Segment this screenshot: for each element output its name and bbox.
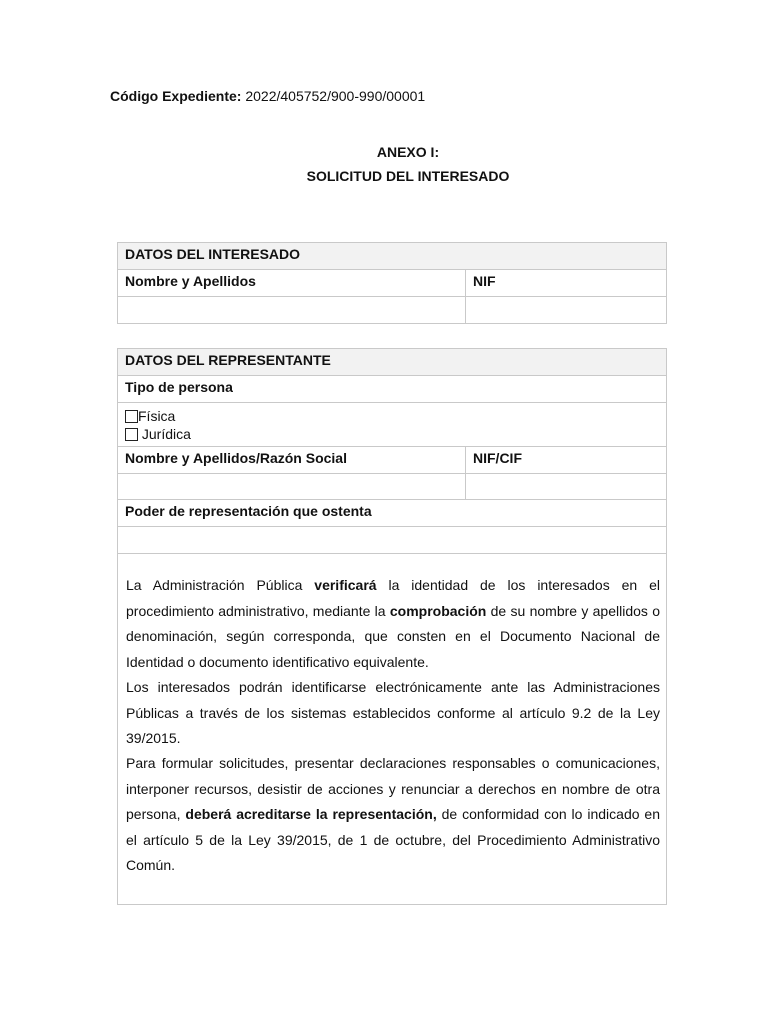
option-fisica-label: Física bbox=[138, 408, 176, 424]
legal-p1-bold-b: comprobación bbox=[389, 602, 487, 619]
checkbox-juridica[interactable] bbox=[125, 428, 138, 441]
poder-value-row bbox=[118, 527, 666, 553]
expediente-value: 2022/405752/900-990/00001 bbox=[245, 88, 426, 104]
annex-title: ANEXO I: bbox=[376, 144, 440, 160]
poder-label-row bbox=[118, 500, 666, 527]
checkbox-fisica[interactable] bbox=[125, 410, 138, 423]
interesado-nif-label: NIF bbox=[473, 273, 496, 289]
interesado-table bbox=[117, 242, 667, 324]
representante-name-label: Nombre y Apellidos/Razón Social bbox=[118, 447, 466, 473]
option-juridica[interactable] bbox=[118, 425, 666, 443]
tipo-options-row bbox=[118, 403, 666, 447]
poder-field[interactable] bbox=[118, 527, 666, 533]
interesado-header: DATOS DEL INTERESADO bbox=[125, 246, 301, 262]
legal-p1-text-b: la identidad de los interesados en el procedimiento administrativo, mediante la bbox=[126, 577, 660, 619]
expediente-label: Código Expediente: bbox=[110, 88, 242, 104]
interesado-labels-row bbox=[118, 270, 666, 297]
interesado-header-row bbox=[118, 243, 666, 270]
option-fisica[interactable] bbox=[118, 407, 666, 425]
legal-p1-text-a: La Administración Pública bbox=[126, 577, 315, 593]
legal-p3-text-b: de conformidad con lo indicado en el artículo 5 de la Ley 39/2015, de 1 de octubre, del Procedimiento Administrativo Común. bbox=[126, 806, 661, 873]
legal-p3-text-a: Para formular solicitudes, presentar declaraciones responsables o comunicaciones, interponer recursos, desistir de acciones y renunciar a derechos en nombre de otra persona, bbox=[126, 755, 660, 822]
expediente-line bbox=[110, 88, 425, 104]
representante-nif-field[interactable] bbox=[466, 474, 666, 499]
tipo-persona-label: Tipo de persona bbox=[125, 379, 233, 395]
annex-subtitle: SOLICITUD DEL INTERESADO bbox=[306, 168, 510, 184]
representante-values-row bbox=[118, 474, 666, 500]
legal-paragraph-2: Los interesados podrán identificarse electrónicamente ante las Administraciones Públicas a través de los sistemas establecidos conforme al artículo 9.2 de la Ley 39/2015. bbox=[126, 679, 660, 746]
legal-notice bbox=[117, 553, 667, 905]
poder-label: Poder de representación que ostenta bbox=[125, 503, 372, 519]
interesado-nif-field[interactable] bbox=[466, 297, 666, 323]
interesado-values-row bbox=[118, 297, 666, 323]
interesado-name-label: Nombre y Apellidos bbox=[118, 270, 466, 296]
legal-paragraph-3 bbox=[126, 751, 660, 879]
interesado-name-field[interactable] bbox=[118, 297, 466, 323]
representante-table bbox=[117, 348, 667, 554]
representante-name-field[interactable] bbox=[118, 474, 466, 499]
legal-p1-text-c: de su nombre y apellidos o denominación, según corresponda, que consten en el Documento Nacional de Identidad o documento identificativo equivalente. bbox=[126, 602, 660, 670]
legal-p1-bold-a: verificará bbox=[314, 577, 377, 593]
option-juridica-label: Jurídica bbox=[141, 426, 191, 442]
representante-header-row bbox=[118, 349, 666, 376]
representante-labels-row bbox=[118, 447, 666, 474]
legal-paragraph-1 bbox=[126, 573, 660, 675]
representante-header: DATOS DEL REPRESENTANTE bbox=[125, 352, 331, 368]
legal-p3-bold: deberá acreditarse la representación, bbox=[185, 806, 437, 822]
representante-nif-label: NIF/CIF bbox=[473, 450, 522, 466]
tipo-label-row bbox=[118, 376, 666, 403]
